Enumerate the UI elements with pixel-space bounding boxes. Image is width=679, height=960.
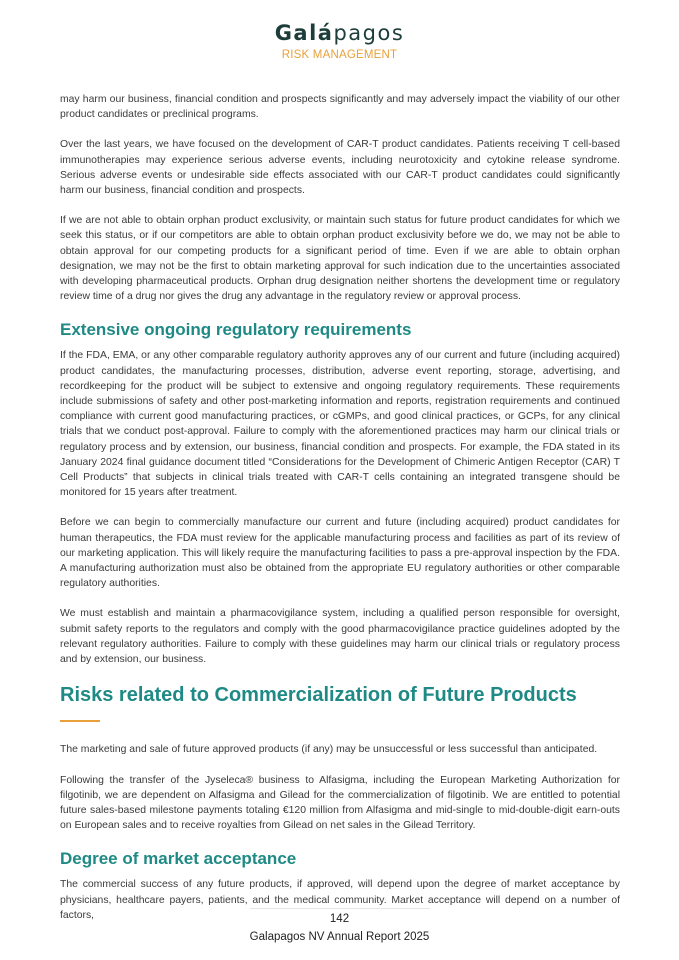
- section-label: RISK MANAGEMENT: [281, 49, 398, 61]
- heading-regulatory-requirements: Extensive ongoing regulatory requirements: [60, 320, 412, 340]
- logo-light-text: pagos: [333, 21, 405, 45]
- paragraph-manufacturing-review: Before we can begin to commercially manufacture our current and future (including acquired) product candidates for human therapeutics, the FDA must review for the applicable manufacturing process and facilities as part of its review of our marketing application. This will likely require the manufacturing facilities to pass a pre-approval inspection by the FDA. A manufacturing authorization must also be obtained from the appropriate EU regulatory authorities or other comparable regulatory authorities.: [60, 517, 620, 590]
- heading-commercialization-risks: Risks related to Commercialization of Future Products: [60, 684, 577, 707]
- heading-underline: [60, 720, 100, 722]
- paragraph-pharmacovigilance: We must establish and maintain a pharmacovigilance system, including a qualified person responsible for oversight, submit safety reports to the regulators and comply with the good pharmacovigilance practice guidelines adopted by the relevant regulatory authorities. Failure to comply with these guidelines may harm our clinical trials or regulatory process and by extension, our business.: [60, 608, 620, 666]
- paragraph-jyseleca-transfer: Following the transfer of the Jyseleca® business to Alfasigma, including the European Marketing Authorization for filgotinib, we are dependent on Alfasigma and Gilead for the commercialization of filgotinib. We are entitled to potential future sales-based milestone payments totaling €120 million from Alfasigma and mid-single to mid-double-digit earn-outs on European sales and to receive royalties from Gilead on net sales in the Gilead Territory.: [60, 774, 620, 832]
- heading-market-acceptance: Degree of market acceptance: [60, 849, 297, 869]
- paragraph-orphan-exclusivity: If we are not able to obtain orphan product exclusivity, or maintain such status for future product candidates for which we seek this status, or if our competitors are able to obtain orphan product exclusivity before we do, we may not be able to obtain approval for our competing products for a significant period of time. Even if we are able to obtain orphan designation, we may not be the first to obtain marketing approval for such indication due to the uncertainties associated with developing pharmaceutical products. Orphan drug designation neither shortens the development time or regulatory review time of a drug nor gives the drug any advantage in the regulatory review or approval process.: [60, 215, 620, 303]
- logo-bold-text: Galá: [274, 21, 334, 45]
- footer-divider: [250, 908, 430, 909]
- paragraph-market-acceptance: The commercial success of any future products, if approved, will depend upon the degree of market acceptance by physicians, healthcare payers, patients, and the medical community. Market acceptance will depend on a number of factors,: [60, 879, 620, 921]
- page-number: 142: [324, 911, 355, 927]
- page-content: [60, 92, 620, 938]
- paragraph-regulatory-requirements: If the FDA, EMA, or any other comparable regulatory authority approves any of our current and future (including acquired) product candidates, the manufacturing processes, distribution, adverse event reporting, storage, advertising, and recordkeeping for the product will be subject to extensive and ongoing regulatory requirements. These requirements include submissions of safety and other post-marketing information and reports, registration requirements and continued compliance with current good manufacturing practices, or cGMPs, and good clinical practices, or GCPs, for any clinical trials that we conduct post-approval. Failure to comply with the aforementioned practices may harm our clinical trials or regulatory process and by extension, our business, financial condition and prospects. For example, the FDA stated in its January 2024 final guidance document titled “Considerations for the Development of Chimeric Antigen Receptor (CAR) T Cell Products” that subjects in clinical trials treated with CAR-T cells containing an integrated transgene should be monitored for 15 years after treatment.: [60, 350, 620, 499]
- page-header: [0, 20, 679, 62]
- page-footer: [0, 908, 679, 945]
- paragraph-marketing-sale: The marketing and sale of future approved products (if any) may be unsuccessful or less successful than anticipated.: [60, 744, 598, 756]
- galapagos-logo: [0, 20, 679, 46]
- paragraph-car-t: Over the last years, we have focused on the development of CAR-T product candidates. Patients receiving T cell-based immunotherapies may experience serious adverse events, including neurotoxicity and cytokine release syndrome. Serious adverse events or undesirable side effects associated with our CAR-T product candidates could significantly harm our business, financial condition and prospects.: [60, 139, 620, 197]
- report-title: Galapagos NV Annual Report 2025: [249, 931, 430, 943]
- paragraph-product-impact: may harm our business, financial condition and prospects significantly and may adversely impact the viability of our other product candidates or preclinical programs.: [60, 94, 620, 121]
